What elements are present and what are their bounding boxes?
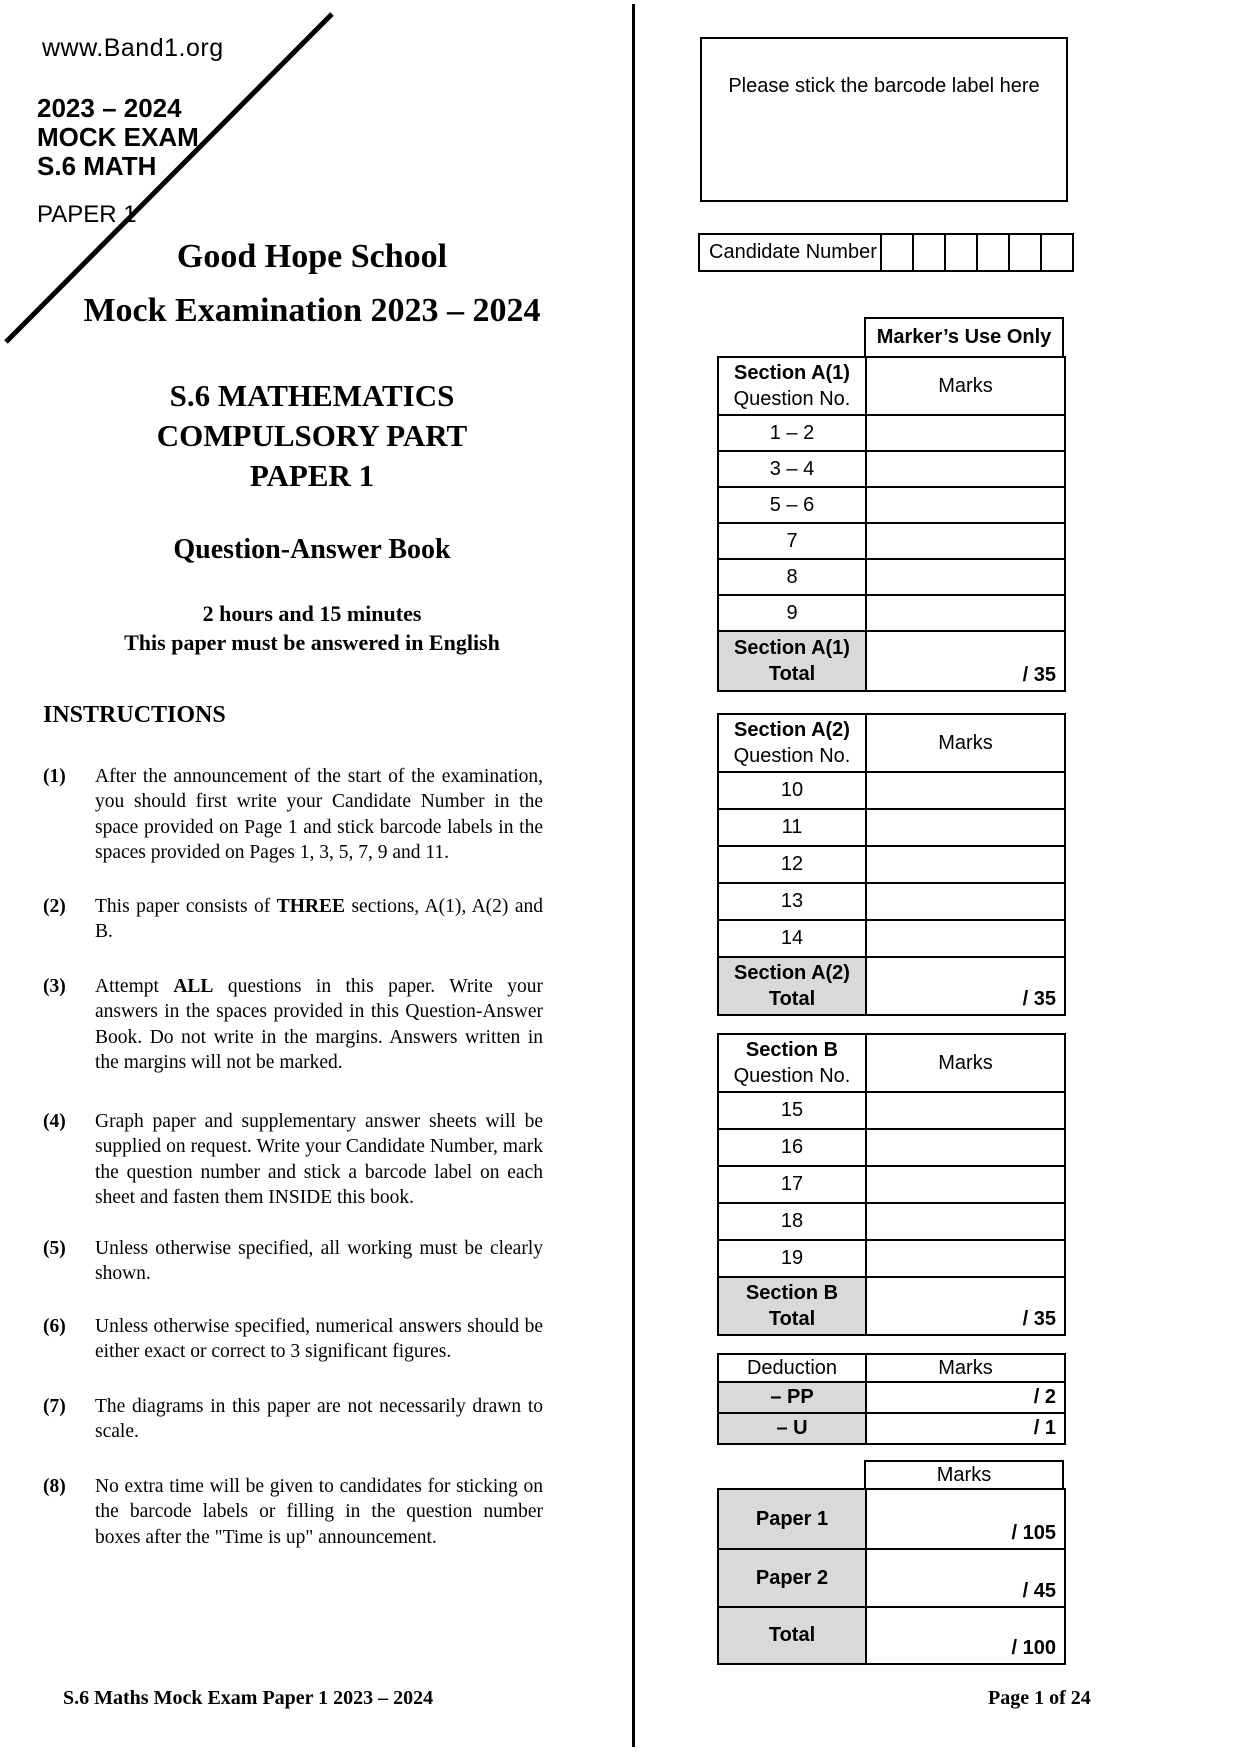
instruction-item-8 [43,1474,543,1550]
instruction-text: This paper consists of THREE sections, A(1), A(2) and B. [95,896,543,943]
section-b-total-label: Section B Total [718,1277,866,1335]
marks-cell[interactable] [866,1166,1065,1203]
marks-cell[interactable] [866,1203,1065,1240]
candidate-number-cell[interactable] [1009,234,1041,271]
section-a1-table [717,356,1066,692]
subject-line-1: S.6 MATHEMATICS [169,378,455,413]
question-number: 17 [718,1166,866,1203]
website-url: www.Band1.org [42,34,224,62]
corner-exam-block [37,94,199,181]
grand-total-marks: / 100 [866,1607,1065,1664]
instruction-text: After the announcement of the start of the examination, you should first write your Candidate Number in the space provided on Page 1 and stick barcode labels in the spaces provided on Pages 1, 3, 5, 7, 9 and 11. [95,766,543,863]
section-a2-total-marks: / 35 [866,957,1065,1015]
footer-page-number: Page 1 of 24 [988,1687,1091,1709]
summary-marks-header: Marks [864,1460,1064,1488]
barcode-instruction: Please stick the barcode label here [728,75,1040,97]
question-number: 19 [718,1240,866,1277]
subject-line-3: PAPER 1 [249,458,375,493]
footer-exam-label: S.6 Maths Mock Exam Paper 1 2023 – 2024 [63,1687,434,1709]
instruction-number: (7) [43,1396,66,1417]
section-a2-total-label: Section A(2) Total [718,957,866,1015]
section-b-header: Section B Question No. [718,1034,866,1092]
instruction-item-5 [43,1236,543,1287]
section-a1-header: Section A(1) Question No. [718,357,866,415]
question-number: 16 [718,1129,866,1166]
column-divider [632,4,635,1747]
book-title: Question-Answer Book [173,534,451,565]
instruction-item-3 [43,974,543,1075]
instruction-item-1 [43,764,543,865]
summary-table [717,1488,1066,1665]
candidate-number-table [698,233,1074,272]
marks-cell[interactable] [866,451,1065,487]
section-b-total-marks: / 35 [866,1277,1065,1335]
instruction-number: (4) [43,1111,66,1132]
marks-header: Marks [866,357,1065,415]
instruction-text: Attempt ALL questions in this paper. Write your answers in the spaces provided in this Question-Answer Book. Do not write in the margins. Answers written in the margins will not be marked. [95,976,543,1073]
school-name: Good Hope School [176,238,448,275]
deduction-u-marks: / 1 [866,1413,1065,1444]
paper1-marks: / 105 [866,1489,1065,1549]
candidate-number-cell[interactable] [1041,234,1073,271]
question-number: 8 [718,559,866,595]
marks-cell[interactable] [866,523,1065,559]
instruction-number: (2) [43,896,66,917]
question-number: 14 [718,920,866,957]
instruction-item-7 [43,1394,543,1445]
exam-language: This paper must be answered in English [124,630,500,655]
marks-cell[interactable] [866,559,1065,595]
grand-total-label: Total [718,1607,866,1664]
instruction-number: (5) [43,1238,66,1259]
deduction-table [717,1353,1066,1445]
paper1-label: Paper 1 [718,1489,866,1549]
question-range: 1 – 2 [718,415,866,451]
barcode-label-area[interactable] [700,37,1068,202]
marks-cell[interactable] [866,415,1065,451]
marks-cell[interactable] [866,809,1065,846]
instruction-number: (1) [43,766,66,787]
candidate-number-cell[interactable] [945,234,977,271]
exam-title: Mock Examination 2023 – 2024 [83,292,541,329]
question-number: 18 [718,1203,866,1240]
instruction-item-2 [43,894,543,945]
exam-timing [0,599,624,657]
candidate-number-cell[interactable] [913,234,945,271]
instruction-number: (6) [43,1316,66,1337]
section-a2-header: Section A(2) Question No. [718,714,866,772]
question-number: 15 [718,1092,866,1129]
paper2-marks: / 45 [866,1549,1065,1607]
instruction-text: No extra time will be given to candidates for sticking on the barcode labels or filling in the question number boxes after the "Time is up" announcement. [95,1476,543,1548]
marks-cell[interactable] [866,1129,1065,1166]
deduction-header: Deduction [718,1354,866,1382]
candidate-number-cell[interactable] [977,234,1009,271]
subject-line-2: COMPULSORY PART [156,418,468,453]
marks-header: Marks [866,714,1065,772]
subject-title [0,376,624,496]
instruction-item-6 [43,1314,543,1365]
exam-duration: 2 hours and 15 minutes [202,601,422,626]
section-a1-total-marks: / 35 [866,631,1065,691]
instruction-number: (8) [43,1476,66,1497]
question-number: 13 [718,883,866,920]
marks-cell[interactable] [866,846,1065,883]
markers-use-only-header: Marker’s Use Only [864,317,1064,356]
corner-mock: MOCK EXAM [37,122,199,152]
instruction-item-4 [43,1109,543,1210]
marks-cell[interactable] [866,920,1065,957]
instruction-text: Unless otherwise specified, numerical answers should be either exact or correct to 3 significant figures. [95,1316,543,1363]
corner-year: 2023 – 2024 [37,93,182,123]
marks-header: Marks [866,1354,1065,1382]
corner-paper-label: PAPER 1 [37,201,137,228]
marks-cell[interactable] [866,1240,1065,1277]
instruction-text: Graph paper and supplementary answer sheets will be supplied on request. Write your Candidate Number, mark the question number and stick a barcode label on each sheet and fasten them INSIDE this book. [95,1111,543,1208]
question-number: 9 [718,595,866,631]
question-range: 5 – 6 [718,487,866,523]
instructions-heading: INSTRUCTIONS [43,702,226,728]
marks-cell[interactable] [866,772,1065,809]
section-a1-total-label: Section A(1) Total [718,631,866,691]
question-range: 3 – 4 [718,451,866,487]
instruction-text: Unless otherwise specified, all working must be clearly shown. [95,1238,543,1285]
marks-header: Marks [866,1034,1065,1092]
paper2-label: Paper 2 [718,1549,866,1607]
instruction-text: The diagrams in this paper are not necessarily drawn to scale. [95,1396,543,1443]
candidate-number-label: Candidate Number [699,234,881,271]
deduction-u-label: – U [718,1413,866,1444]
marks-cell[interactable] [866,1092,1065,1129]
corner-class: S.6 MATH [37,151,157,181]
instruction-number: (3) [43,976,66,997]
section-b-table [717,1033,1066,1336]
deduction-pp-label: – PP [718,1382,866,1413]
marks-cell[interactable] [866,883,1065,920]
marks-cell[interactable] [866,487,1065,523]
question-number: 12 [718,846,866,883]
deduction-pp-marks: / 2 [866,1382,1065,1413]
question-number: 7 [718,523,866,559]
question-number: 11 [718,809,866,846]
question-number: 10 [718,772,866,809]
candidate-number-cell[interactable] [881,234,913,271]
section-a2-table [717,713,1066,1016]
marks-cell[interactable] [866,595,1065,631]
